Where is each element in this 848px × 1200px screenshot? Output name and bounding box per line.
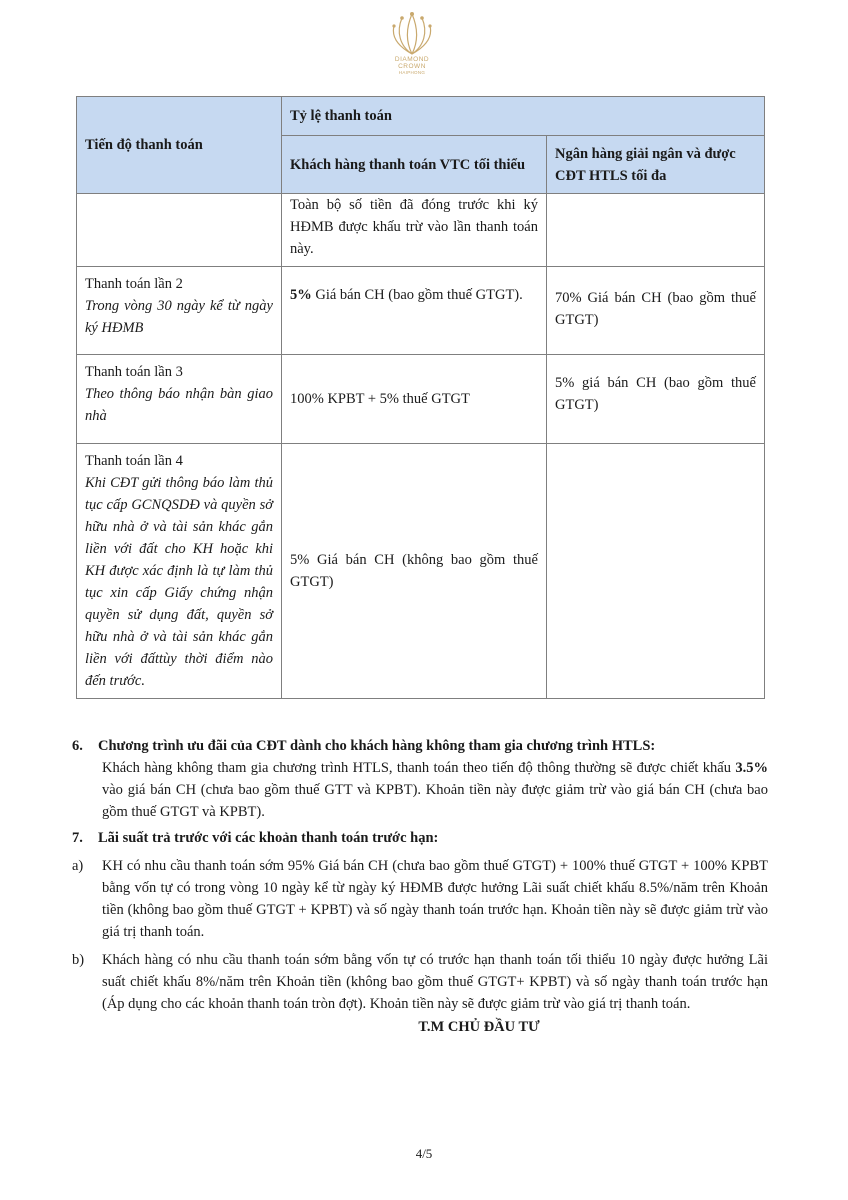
stage-cell: [77, 355, 282, 444]
payment-schedule-table: [76, 96, 765, 699]
table-row: [77, 444, 765, 699]
stage-cell: [77, 444, 282, 699]
stage-desc: Theo thông báo nhận bàn giao nhà: [85, 386, 273, 424]
header-bank: Ngân hàng giải ngân và được CĐT HTLS tối đa: [547, 136, 765, 194]
section-6-heading: Chương trình ưu đãi của CĐT dành cho khách hàng không tham gia chương trình HTLS:: [98, 738, 656, 754]
customer-text: Giá bán CH (bao gồm thuế GTGT).: [311, 287, 523, 303]
customer-cell: 100% KPBT + 5% thuế GTGT: [282, 355, 547, 444]
logo-brand-sub: HAIPHONG: [398, 70, 426, 75]
signature-title: T.M CHỦ ĐẦU TƯ: [418, 1019, 540, 1035]
stage-cell: [77, 194, 282, 267]
stage-title: Thanh toán lần 3: [85, 364, 183, 380]
header-stage: Tiến độ thanh toán: [77, 97, 282, 194]
section-7-title: [72, 827, 768, 849]
section-6-text: [72, 757, 768, 823]
table-row: [77, 194, 765, 267]
diamond-crown-logo: [382, 10, 442, 88]
crown-icon: [390, 10, 434, 56]
customer-cell: [282, 267, 547, 355]
section-6: [72, 735, 768, 823]
list-item: [72, 855, 768, 943]
section-6-text-bold: 3.5%: [735, 760, 768, 776]
stage-desc: Trong vòng 30 ngày kể từ ngày ký HĐMB: [85, 298, 273, 336]
list-item-text: Khách hàng có nhu cầu thanh toán sớm bằng vốn tự có trước hạn thanh toán tối thiểu 10 ngày được hưởng Lãi suất chiết khấu 8%/năm trên Khoản tiền (không bao gồm thuế GTGT+ KPBT) và số ngày thanh toán trước hạn (Áp dụng cho các khoản thanh toán tròn đợt). Khoản tiền này sẽ được giảm trừ vào giá trị thanh toán.: [102, 952, 768, 1012]
logo-brand-line1: DIAMOND: [394, 56, 430, 63]
page-number: 4/5: [415, 1146, 433, 1161]
customer-bold: 5%: [290, 287, 312, 303]
stage-title: Thanh toán lần 2: [85, 276, 183, 292]
list-item-label: a): [72, 858, 84, 874]
section-7-heading: Lãi suất trả trước với các khoản thanh toán trước hạn:: [98, 830, 439, 846]
section-6-text-post: vào giá bán CH (chưa bao gồm thuế GTT và KPBT). Khoản tiền này được giảm trừ vào giá bán CH (chưa bao gồm thuế GTGT và KPBT).: [102, 782, 768, 820]
list-item: [72, 949, 768, 1015]
stage-title: Thanh toán lần 4: [85, 453, 183, 469]
section-7-number: 7.: [72, 830, 83, 846]
bank-cell: 70% Giá bán CH (bao gồm thuế GTGT): [547, 267, 765, 355]
bank-cell: [547, 444, 765, 699]
list-item-label: b): [72, 952, 85, 968]
table-row: [77, 355, 765, 444]
logo-brand-line2: CROWN: [398, 63, 426, 70]
section-6-title: [72, 735, 768, 757]
customer-cell: 5% Giá bán CH (không bao gồm thuế GTGT): [282, 444, 547, 699]
header-customer: Khách hàng thanh toán VTC tối thiểu: [282, 136, 547, 194]
bank-cell: 5% giá bán CH (bao gồm thuế GTGT): [547, 355, 765, 444]
signature-block: [0, 1019, 848, 1036]
stage-cell: [77, 267, 282, 355]
stage-desc: Khi CĐT gửi thông báo làm thủ tục cấp GCNQSDĐ và quyền sở hữu nhà ở và tài sản khác gắn liền với đất cho KH hoặc khi KH được xác định là tự làm thủ tục xin cấp Giấy chứng nhận quyền sử dụng đất, quyền sở hữu nhà ở và tài sản khác gắn liền với đấttùy thời điểm nào đến trước.: [85, 475, 273, 689]
section-6-text-pre: Khách hàng không tham gia chương trình HTLS, thanh toán theo tiến độ thông thường sẽ được chiết khấu: [102, 760, 736, 776]
bank-cell: [547, 194, 765, 267]
section-6-number: 6.: [72, 738, 83, 754]
section-7: [72, 827, 768, 1015]
list-item-text: KH có nhu cầu thanh toán sớm 95% Giá bán CH (chưa bao gồm thuế GTGT) + 100% thuế GTGT + 100% KPBT bằng vốn tự có trong vòng 10 ngày kể từ ngày ký HĐMB được hưởng Lãi suất chiết khấu 8.5%/năm trên Khoản tiền (không bao gồm thuế GTGT + KPBT) và số ngày thanh toán trước hạn. Khoản tiền này sẽ được giảm trừ vào giá trị thanh toán.: [102, 858, 768, 940]
table-row: [77, 267, 765, 355]
customer-cell: Toàn bộ số tiền đã đóng trước khi ký HĐMB được khấu trừ vào lần thanh toán này.: [282, 194, 547, 267]
header-ratio: Tỷ lệ thanh toán: [282, 97, 765, 136]
